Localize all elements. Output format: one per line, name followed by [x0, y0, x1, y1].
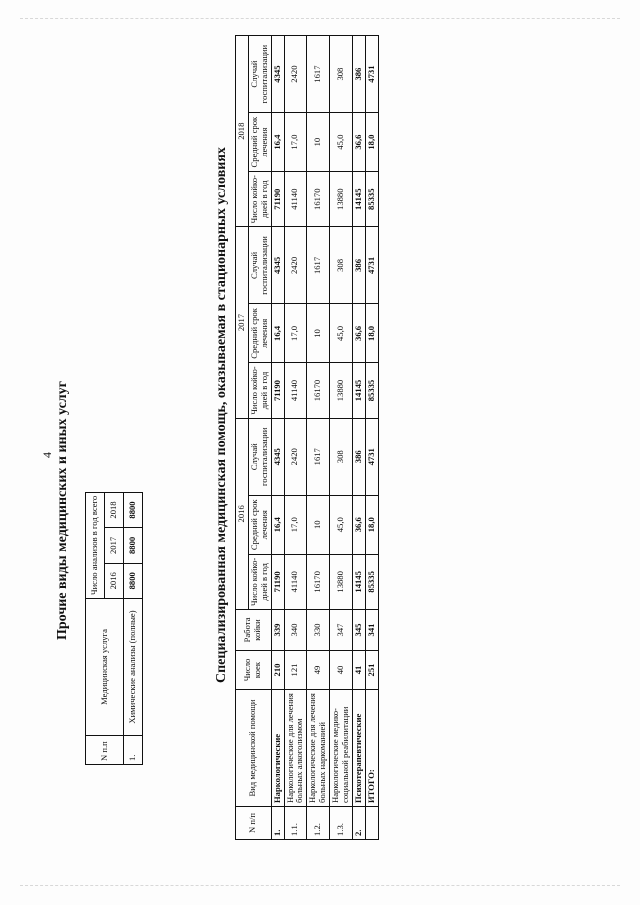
- year-cell: 2017: [105, 528, 124, 563]
- year-header: 2018: [236, 36, 249, 227]
- header-work: Работа койки: [236, 610, 272, 651]
- value-cell: 4731: [365, 36, 378, 113]
- value-cell: 36,6: [352, 495, 365, 554]
- table-header-row: [86, 492, 105, 764]
- value-cell: 386: [352, 36, 365, 113]
- row-number: [365, 807, 378, 840]
- value-cell: 308: [330, 418, 353, 495]
- value-cell: 16170: [307, 554, 330, 609]
- value-cell: 85335: [365, 363, 378, 418]
- beds-cell: 49: [307, 651, 330, 690]
- value-cell: 4731: [365, 227, 378, 304]
- value-cell: 13880: [330, 172, 353, 227]
- year-header: 2017: [236, 227, 249, 418]
- value-cell: 10: [307, 495, 330, 554]
- value-cell: 71190: [271, 554, 284, 609]
- value-cell: 13880: [330, 554, 353, 609]
- value-cell: 386: [352, 227, 365, 304]
- value-cell: 308: [330, 36, 353, 113]
- header-count: Число анализов в год всего: [86, 492, 105, 598]
- beds-cell: 41: [352, 651, 365, 690]
- value-cell: 14145: [352, 554, 365, 609]
- value-cell: 16170: [307, 363, 330, 418]
- value-cell: 386: [352, 418, 365, 495]
- value-cell: 41140: [284, 172, 307, 227]
- value-cell: 8800: [124, 563, 143, 598]
- value-cell: 1617: [307, 36, 330, 113]
- value-cell: 13880: [330, 363, 353, 418]
- value-cell: 2420: [284, 418, 307, 495]
- header-avg-term: Средний срок лечения: [248, 304, 271, 363]
- work-cell: 339: [271, 610, 284, 651]
- value-cell: 41140: [284, 554, 307, 609]
- work-cell: 341: [365, 610, 378, 651]
- work-cell: 345: [352, 610, 365, 651]
- value-cell: 17,0: [284, 113, 307, 172]
- header-avg-term: Средний срок лечения: [248, 113, 271, 172]
- row-number: 1.1.: [284, 807, 307, 840]
- row-type: Наркологические медико-социальной реабилитации: [330, 690, 353, 807]
- value-cell: 45,0: [330, 495, 353, 554]
- value-cell: 71190: [271, 363, 284, 418]
- value-cell: 8800: [124, 528, 143, 563]
- work-cell: 340: [284, 610, 307, 651]
- value-cell: 17,0: [284, 304, 307, 363]
- year-header: 2016: [236, 418, 249, 609]
- table-header-row: [236, 36, 249, 840]
- value-cell: 1617: [307, 418, 330, 495]
- value-cell: 18,0: [365, 495, 378, 554]
- value-cell: 1617: [307, 227, 330, 304]
- row-type: Наркологические для лечения больных алкоголизмом: [284, 690, 307, 807]
- table-row: [352, 36, 365, 840]
- row-type: Наркологические для лечения больных наркоманией: [307, 690, 330, 807]
- service-name: Химические анализы (полные): [124, 599, 143, 736]
- header-n: N п/п: [236, 807, 272, 840]
- value-cell: 16,4: [271, 113, 284, 172]
- row-number: 1.3.: [330, 807, 353, 840]
- value-cell: 36,6: [352, 113, 365, 172]
- table-row: [307, 36, 330, 840]
- section2-title: Специализированная медицинская помощь, оказываемая в стационарных условиях: [214, 147, 229, 683]
- header-service: Медицинская услуга: [86, 599, 124, 736]
- value-cell: 10: [307, 113, 330, 172]
- beds-cell: 121: [284, 651, 307, 690]
- row-type: ИТОГО:: [365, 690, 378, 807]
- header-cases: Случай госпитализации: [248, 36, 271, 113]
- header-beds: Число коек: [236, 651, 272, 690]
- value-cell: 85335: [365, 172, 378, 227]
- beds-cell: 40: [330, 651, 353, 690]
- value-cell: 41140: [284, 363, 307, 418]
- beds-cell: 210: [271, 651, 284, 690]
- row-type: Наркологические: [271, 690, 284, 807]
- value-cell: 36,6: [352, 304, 365, 363]
- value-cell: 8800: [124, 492, 143, 527]
- header-bed-days: Число койко-дней в год: [248, 554, 271, 609]
- value-cell: 308: [330, 227, 353, 304]
- header-bed-days: Число койко-дней в год: [248, 363, 271, 418]
- value-cell: 85335: [365, 554, 378, 609]
- table-body: [271, 36, 378, 840]
- services-table: [85, 492, 143, 765]
- value-cell: 4345: [271, 36, 284, 113]
- value-cell: 4731: [365, 418, 378, 495]
- row-number: 1.: [271, 807, 284, 840]
- value-cell: 4345: [271, 418, 284, 495]
- value-cell: 2420: [284, 227, 307, 304]
- value-cell: 10: [307, 304, 330, 363]
- table-row: [284, 36, 307, 840]
- value-cell: 16,4: [271, 304, 284, 363]
- value-cell: 14145: [352, 172, 365, 227]
- table-row: [124, 492, 143, 764]
- header-cases: Случай госпитализации: [248, 418, 271, 495]
- year-cell: 2016: [105, 563, 124, 598]
- header-avg-term: Средний срок лечения: [248, 495, 271, 554]
- work-cell: 347: [330, 610, 353, 651]
- row-type: Психотерапевтические: [352, 690, 365, 807]
- section1-title: Прочие виды медицинских и иных услуг: [55, 380, 70, 640]
- header-bed-days: Число койко-дней в год: [248, 172, 271, 227]
- beds-cell: 251: [365, 651, 378, 690]
- row-number: 1.: [124, 736, 143, 765]
- header-type: Вид медицинской помощи: [236, 690, 272, 807]
- table-row: [365, 36, 378, 840]
- inpatient-table: [235, 35, 379, 840]
- table-row: [330, 36, 353, 840]
- value-cell: 45,0: [330, 304, 353, 363]
- page-number: 4: [40, 452, 54, 458]
- value-cell: 16,4: [271, 495, 284, 554]
- value-cell: 16170: [307, 172, 330, 227]
- value-cell: 18,0: [365, 304, 378, 363]
- value-cell: 14145: [352, 363, 365, 418]
- table-row: [271, 36, 284, 840]
- row-number: 2.: [352, 807, 365, 840]
- header-n: N п.п: [86, 736, 124, 765]
- value-cell: 71190: [271, 172, 284, 227]
- work-cell: 330: [307, 610, 330, 651]
- header-cases: Случай госпитализации: [248, 227, 271, 304]
- value-cell: 17,0: [284, 495, 307, 554]
- value-cell: 18,0: [365, 113, 378, 172]
- value-cell: 2420: [284, 36, 307, 113]
- value-cell: 4345: [271, 227, 284, 304]
- year-cell: 2018: [105, 492, 124, 527]
- value-cell: 45,0: [330, 113, 353, 172]
- row-number: 1.2.: [307, 807, 330, 840]
